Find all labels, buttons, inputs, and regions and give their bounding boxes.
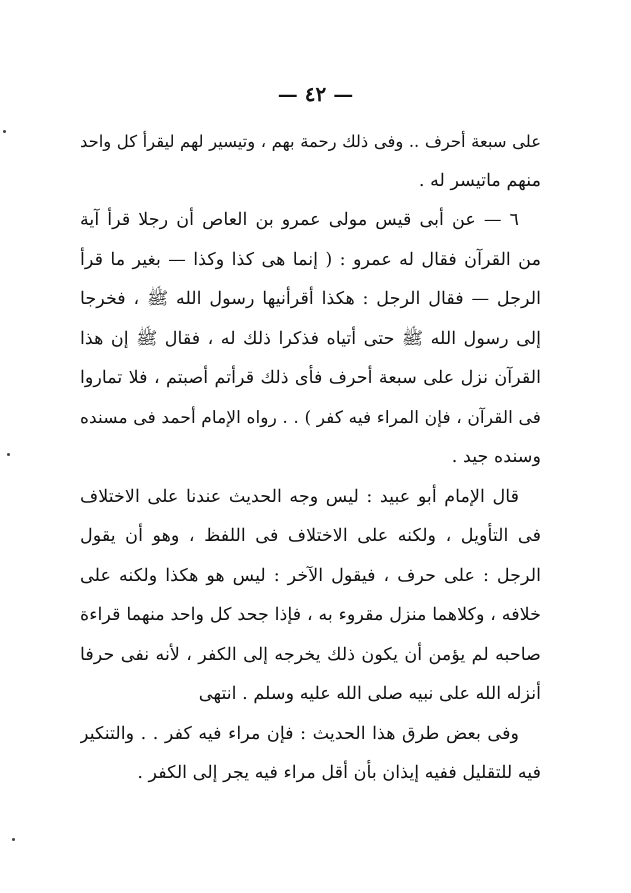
scan-speck (3, 130, 6, 133)
text-line: على سبعة أحرف .. وفى ذلك رحمة بهم ، وتيسير لهم ليقرأ كل واحد (80, 132, 541, 151)
text-line: قال الإمام أبو عبيد : ليس وجه الحديث عندنا على الاختلاف (80, 486, 519, 507)
scan-speck (7, 453, 10, 456)
text-line: فى التأويل ، ولكنه على الاختلاف فى اللفظ ، وهو أن يقول (80, 526, 541, 546)
text-line: وفى بعض طرق هذا الحديث : فإن مراء فيه كفر . . والتنكير (80, 723, 519, 744)
text-line: من القرآن فقال له عمرو : ( إنما هى كذا وكذا — بغير ما قرأ (80, 249, 541, 270)
text-line: فى القرآن ، فإن المراء فيه كفر ) . . رواه الإمام أحمد فى مسنده (80, 407, 541, 428)
text-line: الرجل : على حرف ، فيقول الآخر : ليس هو هكذا ولكنه على (80, 565, 541, 586)
text-line: القرآن نزل على سبعة أحرف فأى ذلك قرأتم أصبتم ، فلا تماروا (80, 368, 541, 388)
text-line: منهم ماتيسر له . (418, 170, 541, 191)
text-line: صاحبه لم يؤمن أن يكون ذلك يخرجه إلى الكفر ، لأنه نفى حرفا (80, 644, 541, 665)
text-line: وسنده جيد . (451, 447, 541, 467)
text-line: أنزله الله على نبيه صلى الله عليه وسلم . انتهى (198, 684, 541, 704)
scan-speck (12, 838, 15, 841)
text-line: الرجل — فقال الرجل : هكذا أقرأنيها رسول الله ﷺ ، فخرجا (80, 289, 541, 309)
text-line: إلى رسول الله ﷺ حتى أتياه فذكرا ذلك له ، فقال ﷺ إن هذا (80, 328, 541, 349)
text-line: خلافه ، وكلاهما منزل مقروء به ، فإذا جحد كل واحد منهما قراءة (80, 605, 541, 625)
text-line: ٦ — عن أبى قيس مولى عمرو بن العاص أن رجلا قرأ آية (80, 210, 519, 230)
text-line: فيه للتقليل ففيه إيذان بأن أقل مراء فيه يجر إلى الكفر . (137, 763, 541, 783)
page-number: — ٤٢ — (277, 82, 354, 106)
body-text (80, 122, 541, 794)
